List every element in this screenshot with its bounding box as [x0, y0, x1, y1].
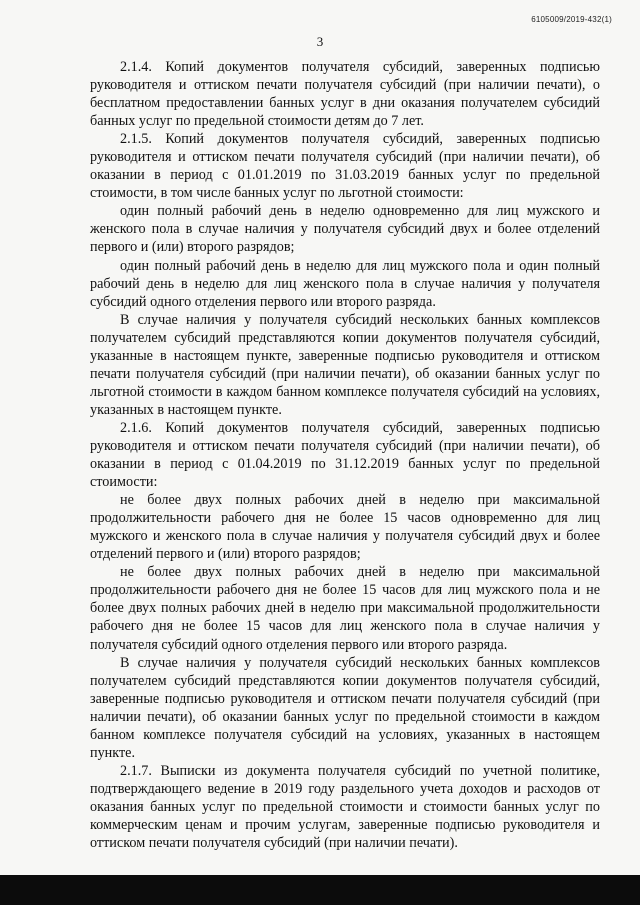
paragraph-2-1-6-option-1: не более двух полных рабочих дней в неделю при максимальной продолжительности рабочего дня не более 15 часов одновременно для лиц мужского и женского пола в случае наличия у получателя субсидий двух и более отделений первого и (или) второго разрядов;: [90, 492, 600, 563]
paragraph-2-1-6: 2.1.6. Копий документов получателя субсидий, заверенных подписью руководителя и оттиском печати получателя субсидий (при наличии печати), об оказании в период с 01.04.2019 по 31.12.2019 банных услуг по предельной стоимости:: [90, 419, 600, 491]
scan-edge-band: [0, 875, 640, 905]
paragraph-2-1-7: 2.1.7. Выписки из документа получателя субсидий по учетной политике, подтверждающего ведение в 2019 году раздельного учета доходов и расходов от оказания банных услуг по предельной стоимости и стоимости банных услуг по коммерческим ценам и прочим услугам, заверенные подписью руководителя и оттиском печати получателя субсидий (при наличии печати).: [90, 762, 600, 852]
paragraph-2-1-5-option-1: один полный рабочий день в неделю одновременно для лиц мужского и женского пола в случае наличия у получателя субсидий двух и более отделений первого и (или) второго разрядов;: [90, 203, 600, 256]
paragraph-2-1-6-note: В случае наличия у получателя субсидий нескольких банных комплексов получателем субсидий представляются копии документов получателя субсидий, заверенные подписью руководителя и оттиском печати получателя субсидий (при наличии печати), об оказании банных услуг по предельной стоимости в каждом банном комплексе получателя субсидий на условиях, указанных в настоящем пункте.: [90, 654, 600, 761]
paragraph-2-1-5-note: В случае наличия у получателя субсидий нескольких банных комплексов получателем субсидий представляются копии документов получателя субсидий, указанные в настоящем пункте, заверенные подписью руководителя и оттиском печати получателя субсидий (при наличии печати), об оказании банных услуг по льготной стоимости в каждом банном комплексе получателя субсидий на условиях, указанных в настоящем пункте.: [90, 311, 600, 418]
document-body: [90, 58, 600, 852]
paragraph-2-1-5-option-2: один полный рабочий день в неделю для лиц мужского пола и один полный рабочий день в неделю для лиц женского пола в случае наличия у получателя субсидий одного отделения первого или второго разряда.: [90, 257, 600, 310]
document-number: 6105009/2019-432(1): [531, 15, 612, 24]
paragraph-2-1-4: 2.1.4. Копий документов получателя субсидий, заверенных подписью руководителя и оттиском печати получателя субсидий (при наличии печати), о бесплатном предоставлении банных услуг в дни оказания получателем субсидий банных услуг по предельной стоимости детям до 7 лет.: [90, 59, 600, 130]
paragraph-2-1-5: 2.1.5. Копий документов получателя субсидий, заверенных подписью руководителя и оттиском печати получателя субсидий (при наличии печати), об оказании в период с 01.01.2019 по 31.03.2019 банных услуг по предельной стоимости, в том числе банных услуг по льготной стоимости:: [90, 131, 600, 202]
page-number: 3: [316, 34, 324, 49]
paragraph-2-1-6-option-2: не более двух полных рабочих дней в неделю при максимальной продолжительности рабочего дня не более 15 часов для лиц мужского пола и не более двух полных рабочих дней в неделю при максимальной продолжительности рабочего дня не более 15 часов для лиц женского пола в случае наличия у получателя субсидий одного отделения первого или второго разряда.: [90, 564, 600, 653]
